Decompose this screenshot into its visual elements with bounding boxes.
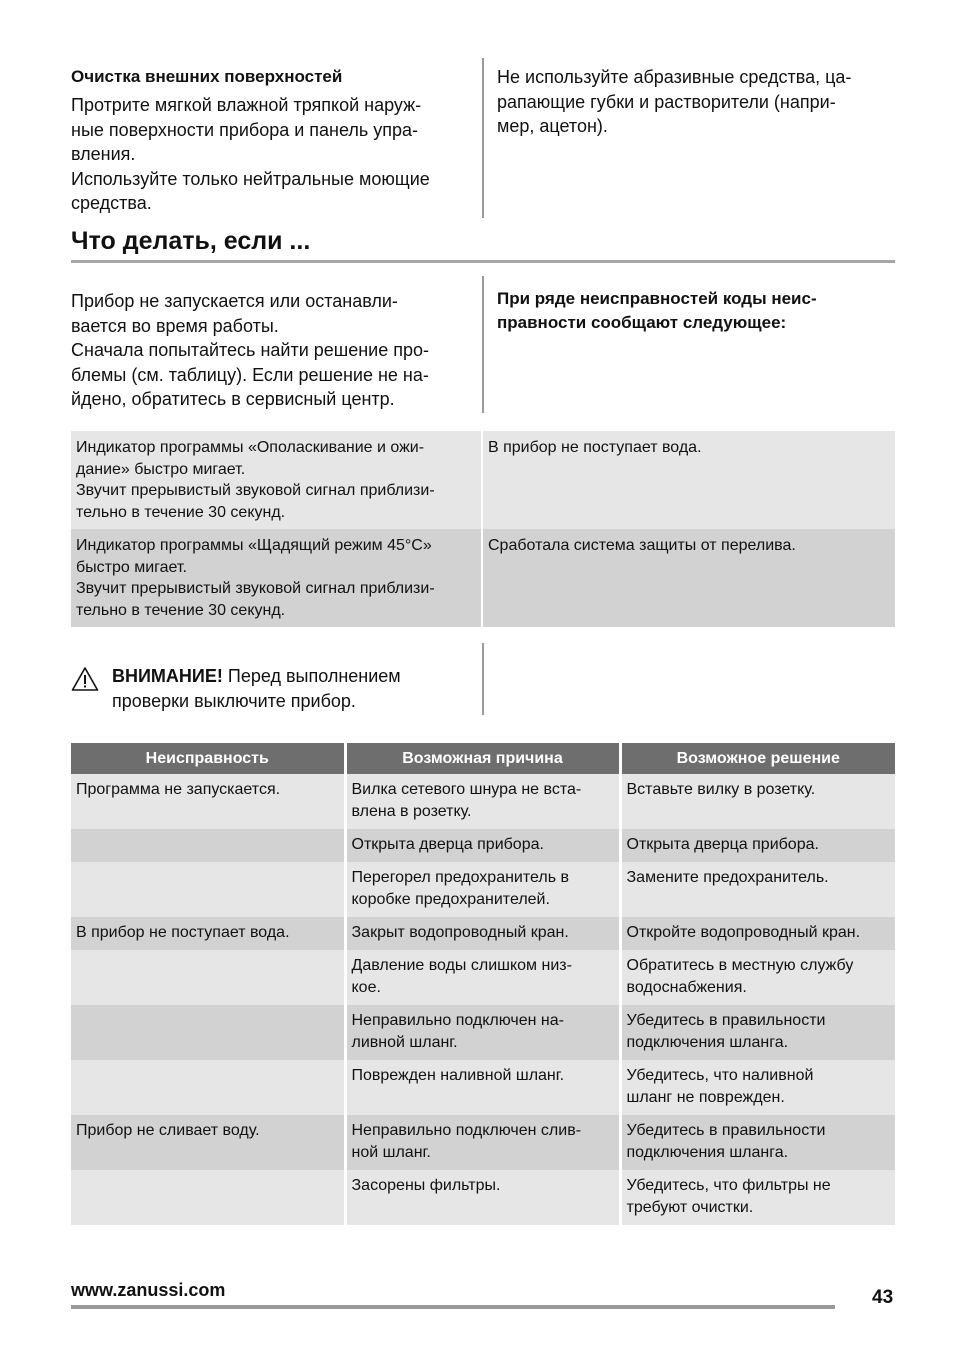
table-row <box>71 950 895 1005</box>
cell-line: Поврежден наливной шланг. <box>351 1067 565 1084</box>
intro-bold-line: правности сообщают следующее: <box>497 313 787 332</box>
cell-line: ной шланг. <box>351 1144 431 1161</box>
solution-cell <box>620 917 895 950</box>
solution-cell <box>620 950 895 1005</box>
cell-line: Замените предохранитель. <box>626 869 829 886</box>
column-header: Возможная причина <box>345 743 620 774</box>
intro-text-line: Прибор не запускается или останавли- <box>71 291 398 311</box>
cell-line: быстро мигает. <box>76 558 187 576</box>
intro-bold-line: При ряде неисправностей коды неис- <box>497 289 817 308</box>
cell-line: Убедитесь в правильности <box>626 1012 826 1029</box>
warning-line: Перед выполнением <box>222 666 401 686</box>
cell-line: Индикатор программы «Щадящий режим 45°C» <box>76 537 432 554</box>
intro-text-line: йдено, обратитесь в сервисный центр. <box>71 389 395 409</box>
troubleshooting-table <box>71 743 895 1225</box>
footer-rule <box>71 1305 835 1309</box>
section-title: Что делать, если ... <box>71 227 311 255</box>
cleaning-warning-line: мер, ацетон). <box>497 116 608 136</box>
problem-cell <box>71 862 345 917</box>
warning-triangle-icon <box>71 666 99 692</box>
cleaning-warning-line: рапающие губки и растворители (напри- <box>497 91 836 112</box>
cell-line: подключения шланга. <box>626 1034 789 1051</box>
table-row <box>71 917 895 950</box>
cleaning-text-line: вления. <box>71 144 136 164</box>
cleaning-text-line: Используйте только нейтральные моющие <box>71 168 430 189</box>
cell-line: Вилка сетевого шнура не вста- <box>351 781 582 798</box>
table-row <box>71 431 895 529</box>
cell-line: водоснабжения. <box>626 979 747 996</box>
solution-cell <box>620 1170 895 1225</box>
cell-line: ливной шланг. <box>351 1034 458 1051</box>
intro-text-line: блемы (см. таблицу). Если решение не на- <box>71 364 429 385</box>
section-rule <box>71 260 895 263</box>
footer-website-link[interactable]: www.zanussi.com <box>71 1280 226 1300</box>
cause-cell <box>345 917 620 950</box>
cleaning-warning-line: Не используйте абразивные средства, ца- <box>497 67 852 87</box>
table-header-row <box>71 743 895 774</box>
solution-cell <box>620 829 895 862</box>
cell-line: Засорены фильтры. <box>351 1177 501 1194</box>
table-row <box>71 862 895 917</box>
warning-text <box>112 664 472 713</box>
cell-line: Вставьте вилку в розетку. <box>626 781 816 798</box>
column-header: Неисправность <box>71 743 345 774</box>
table-row <box>71 1005 895 1060</box>
cell-line: Закрыт водопроводный кран. <box>351 924 569 941</box>
table-row <box>71 1170 895 1225</box>
warning-line: проверки выключите прибор. <box>112 690 356 711</box>
cleaning-heading: Очистка внешних поверхностей <box>71 67 343 86</box>
cell-line: Неправильно подключен слив- <box>351 1122 582 1139</box>
cause-cell <box>345 950 620 1005</box>
cell-line: Обратитесь в местную службу <box>626 957 854 974</box>
table-row <box>71 1060 895 1115</box>
meaning-cell: В прибор не поступает вода. <box>482 431 895 529</box>
cause-cell <box>345 1115 620 1170</box>
cell-line: коробке предохранителей. <box>351 891 550 908</box>
solution-cell <box>620 774 895 829</box>
column-divider <box>482 276 484 413</box>
cleaning-left-column <box>71 66 476 216</box>
cell-line: Откройте водопроводный кран. <box>626 924 861 941</box>
cause-cell <box>345 774 620 829</box>
warning-label: ВНИМАНИЕ! <box>112 666 223 686</box>
table-row <box>71 829 895 862</box>
column-divider <box>482 643 484 715</box>
problem-cell: Прибор не сливает воду. <box>71 1115 345 1170</box>
cell-line: Неправильно подключен на- <box>351 1012 564 1029</box>
cleaning-text-line: ные поверхности прибора и панель упра- <box>71 119 419 140</box>
indicator-cell <box>71 529 482 627</box>
intro-right-column <box>497 287 897 335</box>
cell-line: Перегорел предохранитель в <box>351 869 569 886</box>
cell-line: влена в розетку. <box>351 803 472 820</box>
solution-cell <box>620 1005 895 1060</box>
cause-cell <box>345 1005 620 1060</box>
cell-line: Индикатор программы «Ополаскивание и ожи- <box>76 439 425 456</box>
table-row <box>71 529 895 627</box>
cause-cell <box>345 829 620 862</box>
indicator-cell <box>71 431 482 529</box>
page-number: 43 <box>872 1287 894 1308</box>
problem-cell: В прибор не поступает вода. <box>71 917 345 950</box>
cleaning-text-line: средства. <box>71 193 152 213</box>
cell-line: требуют очистки. <box>626 1199 754 1216</box>
cause-cell <box>345 1170 620 1225</box>
cell-line: Давление воды слишком низ- <box>351 957 572 974</box>
cell-line: кое. <box>351 979 381 996</box>
intro-text-line: вается во время работы. <box>71 315 279 336</box>
cell-line: дание» быстро мигает. <box>76 460 246 478</box>
problem-cell <box>71 1005 345 1060</box>
cause-cell <box>345 1060 620 1115</box>
cell-line: тельно в течение 30 секунд. <box>76 601 286 619</box>
table-row <box>71 774 895 829</box>
cell-line: Звучит прерывистый звуковой сигнал приблизи- <box>76 482 435 499</box>
cell-line: шланг не поврежден. <box>626 1089 785 1106</box>
column-header: Возможное решение <box>620 743 895 774</box>
cell-line: Убедитесь, что наливной <box>626 1067 814 1084</box>
cell-line: подключения шланга. <box>626 1144 789 1161</box>
solution-cell <box>620 1115 895 1170</box>
table-row <box>71 1115 895 1170</box>
cell-line: Открыта дверца прибора. <box>626 836 819 853</box>
problem-cell: Программа не запускается. <box>71 774 345 829</box>
cell-line: тельно в течение 30 секунд. <box>76 503 286 521</box>
problem-cell <box>71 1060 345 1115</box>
meaning-cell: Сработала система защиты от перелива. <box>482 529 895 627</box>
error-codes-table <box>71 431 895 627</box>
solution-cell <box>620 1060 895 1115</box>
cell-line: Открыта дверца прибора. <box>351 836 544 853</box>
problem-cell <box>71 829 345 862</box>
intro-left-column <box>71 289 476 412</box>
cleaning-right-column <box>497 65 897 139</box>
problem-cell <box>71 950 345 1005</box>
solution-cell <box>620 862 895 917</box>
column-divider <box>482 58 484 218</box>
cell-line: Убедитесь в правильности <box>626 1122 826 1139</box>
cause-cell <box>345 862 620 917</box>
cell-line: Убедитесь, что фильтры не <box>626 1177 831 1194</box>
intro-text-line: Сначала попытайтесь найти решение про- <box>71 340 429 360</box>
cleaning-text-line: Протрите мягкой влажной тряпкой наруж- <box>71 95 422 115</box>
cell-line: Звучит прерывистый звуковой сигнал приблизи- <box>76 580 435 597</box>
problem-cell <box>71 1170 345 1225</box>
